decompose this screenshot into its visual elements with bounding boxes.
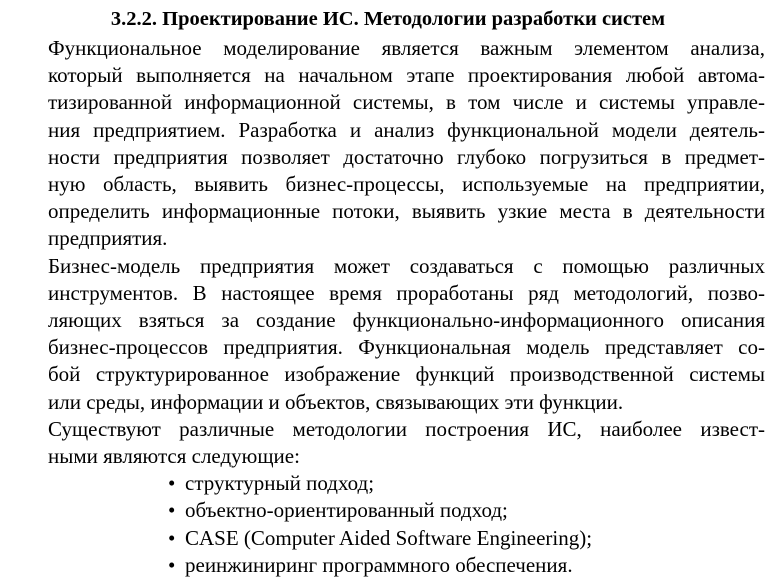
list-item <box>168 497 765 524</box>
text-line: ляющих взяться за создание функционально-информационного описания <box>48 308 765 333</box>
methodologies-list <box>11 470 765 579</box>
paragraph-business-model <box>11 253 765 416</box>
paragraph-methodologies-intro <box>11 416 765 470</box>
text-line: инструментов. В настоящее время проработаны ряд методологий, позво- <box>48 280 765 305</box>
list-item-text: структурный подход; <box>185 471 375 496</box>
text-line: или среды, информации и объектов, связывающих эти функции. <box>48 389 624 414</box>
list-item <box>168 552 765 579</box>
list-item <box>168 470 765 497</box>
text-line: предприятия. <box>48 226 168 251</box>
text-line: который выполняется на начальном этапе проектирования любой автома- <box>48 63 765 88</box>
paragraph-functional-modeling <box>11 35 765 253</box>
text-line: Существуют различные методологии построения ИС, наиболее извест- <box>48 416 765 441</box>
text-line: бизнес-процессов предприятия. Функциональная модель представляет со- <box>48 335 765 360</box>
text-line: бой структурированное изображение функций производственной системы <box>48 362 765 387</box>
text-line: определить информационные потоки, выявить узкие места в деятельности <box>48 199 765 224</box>
list-item-text: объектно-ориентированный подход; <box>185 498 508 523</box>
bullet-icon: • <box>168 498 176 523</box>
text-line: ности предприятия позволяет достаточно глубоко погрузиться в предмет- <box>48 144 765 169</box>
text-line: Бизнес-модель предприятия может создаваться с помощью различных <box>48 253 765 278</box>
text-line: ную область, выявить бизнес-процессы, используемые на предприятии, <box>48 172 765 197</box>
list-item <box>168 525 765 552</box>
bullet-icon: • <box>168 552 176 577</box>
bullet-icon: • <box>168 471 176 496</box>
text-line: Функциональное моделирование является важным элементом анализа, <box>48 36 765 60</box>
list-item-text: CASE (Computer Aided Software Engineering); <box>185 525 593 550</box>
bullet-icon: • <box>168 525 176 550</box>
text-line: тизированной информационной системы, в том числе и системы управле- <box>48 90 765 115</box>
text-line: ния предприятием. Разработка и анализ функциональной модели деятель- <box>48 117 765 142</box>
text-line: ными являются следующие: <box>48 444 300 469</box>
list-item-text: реинжиниринг программного обеспечения. <box>185 552 573 577</box>
section-heading: 3.2.2. Проектирование ИС. Методологии разработки систем <box>110 8 666 30</box>
